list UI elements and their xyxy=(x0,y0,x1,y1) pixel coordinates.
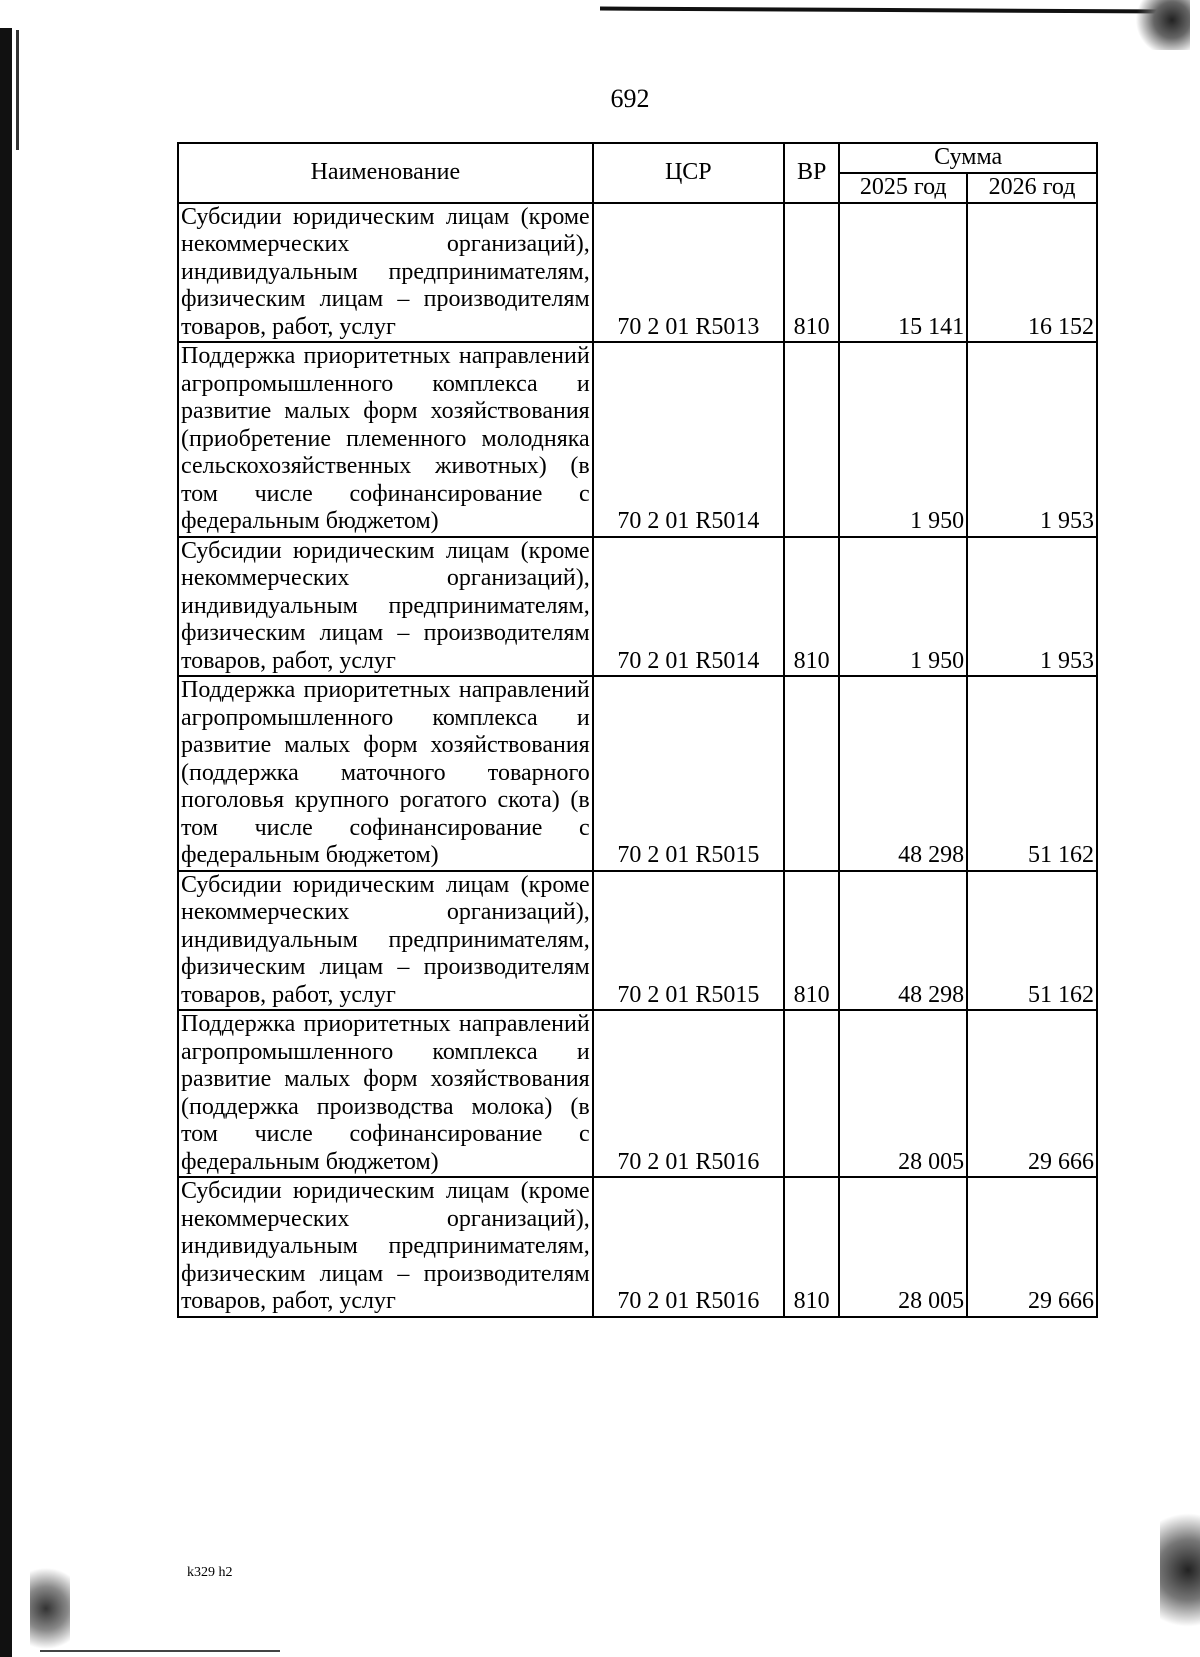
header-year-2025: 2025 год xyxy=(839,173,967,203)
row-name: Субсидии юридическим лицам (кроме некоммерческих организаций), индивидуальным предпринимателям, физическим лицам – производителям товаров, работ, услуг xyxy=(178,1177,593,1317)
row-csr: 70 2 01 R5014 xyxy=(593,342,784,537)
header-year-2026: 2026 год xyxy=(967,173,1097,203)
row-amount-2025: 1 950 xyxy=(839,342,967,537)
row-amount-2026: 51 162 xyxy=(967,676,1097,871)
row-amount-2025: 48 298 xyxy=(839,676,967,871)
row-csr: 70 2 01 R5015 xyxy=(593,871,784,1011)
row-amount-2026: 29 666 xyxy=(967,1010,1097,1177)
row-name: Субсидии юридическим лицам (кроме некоммерческих организаций), индивидуальным предпринимателям, физическим лицам – производителям товаров, работ, услуг xyxy=(178,871,593,1011)
table-row xyxy=(178,1010,1097,1177)
scan-border-bottom xyxy=(40,1650,280,1652)
row-csr: 70 2 01 R5016 xyxy=(593,1010,784,1177)
table-row xyxy=(178,537,1097,677)
row-amount-2026: 29 666 xyxy=(967,1177,1097,1317)
scan-border-left xyxy=(0,28,12,1657)
table-row xyxy=(178,1177,1097,1317)
table-row xyxy=(178,676,1097,871)
budget-table xyxy=(177,142,1098,1318)
scan-border-top xyxy=(600,7,1160,14)
row-vr: 810 xyxy=(784,203,839,343)
row-name: Поддержка приоритетных направлений агропромышленного комплекса и развитие малых форм хозяйствования (поддержка производства молока) (в том числе софинансирование с федеральным бюджетом) xyxy=(178,1010,593,1177)
table-header-row xyxy=(178,143,1097,173)
row-csr: 70 2 01 R5016 xyxy=(593,1177,784,1317)
scan-artifact-top-right xyxy=(1130,0,1190,50)
footer-code: k329 h2 xyxy=(187,1565,233,1580)
table-row xyxy=(178,342,1097,537)
row-amount-2025: 15 141 xyxy=(839,203,967,343)
row-csr: 70 2 01 R5014 xyxy=(593,537,784,677)
row-vr xyxy=(784,342,839,537)
row-amount-2026: 16 152 xyxy=(967,203,1097,343)
scan-artifact-bottom-right xyxy=(1160,1500,1200,1640)
scan-artifact-bottom-left xyxy=(30,1560,70,1657)
row-amount-2026: 1 953 xyxy=(967,342,1097,537)
row-name: Поддержка приоритетных направлений агропромышленного комплекса и развитие малых форм хозяйствования (приобретение племенного молодняка сельскохозяйственных животных) (в том числе софинансирование с федеральным бюджетом) xyxy=(178,342,593,537)
row-name: Субсидии юридическим лицам (кроме некоммерческих организаций), индивидуальным предпринимателям, физическим лицам – производителям товаров, работ, услуг xyxy=(178,203,593,343)
row-vr: 810 xyxy=(784,871,839,1011)
row-amount-2026: 1 953 xyxy=(967,537,1097,677)
row-name: Субсидии юридическим лицам (кроме некоммерческих организаций), индивидуальным предпринимателям, физическим лицам – производителям товаров, работ, услуг xyxy=(178,537,593,677)
row-amount-2026: 51 162 xyxy=(967,871,1097,1011)
row-csr: 70 2 01 R5015 xyxy=(593,676,784,871)
row-vr xyxy=(784,1010,839,1177)
table-row xyxy=(178,203,1097,343)
header-name: Наименование xyxy=(178,143,593,203)
table-body xyxy=(178,203,1097,1317)
row-amount-2025: 28 005 xyxy=(839,1177,967,1317)
row-vr: 810 xyxy=(784,537,839,677)
page-number: 692 xyxy=(610,84,650,113)
row-csr: 70 2 01 R5013 xyxy=(593,203,784,343)
row-name: Поддержка приоритетных направлений агропромышленного комплекса и развитие малых форм хозяйствования (поддержка маточного товарного поголовья крупного рогатого скота) (в том числе софинансирование с федеральным бюджетом) xyxy=(178,676,593,871)
row-amount-2025: 1 950 xyxy=(839,537,967,677)
row-amount-2025: 48 298 xyxy=(839,871,967,1011)
header-sum: Сумма xyxy=(839,143,1097,173)
table-row xyxy=(178,871,1097,1011)
row-amount-2025: 28 005 xyxy=(839,1010,967,1177)
header-vr: ВР xyxy=(784,143,839,203)
row-vr xyxy=(784,676,839,871)
row-vr: 810 xyxy=(784,1177,839,1317)
header-csr: ЦСР xyxy=(593,143,784,203)
